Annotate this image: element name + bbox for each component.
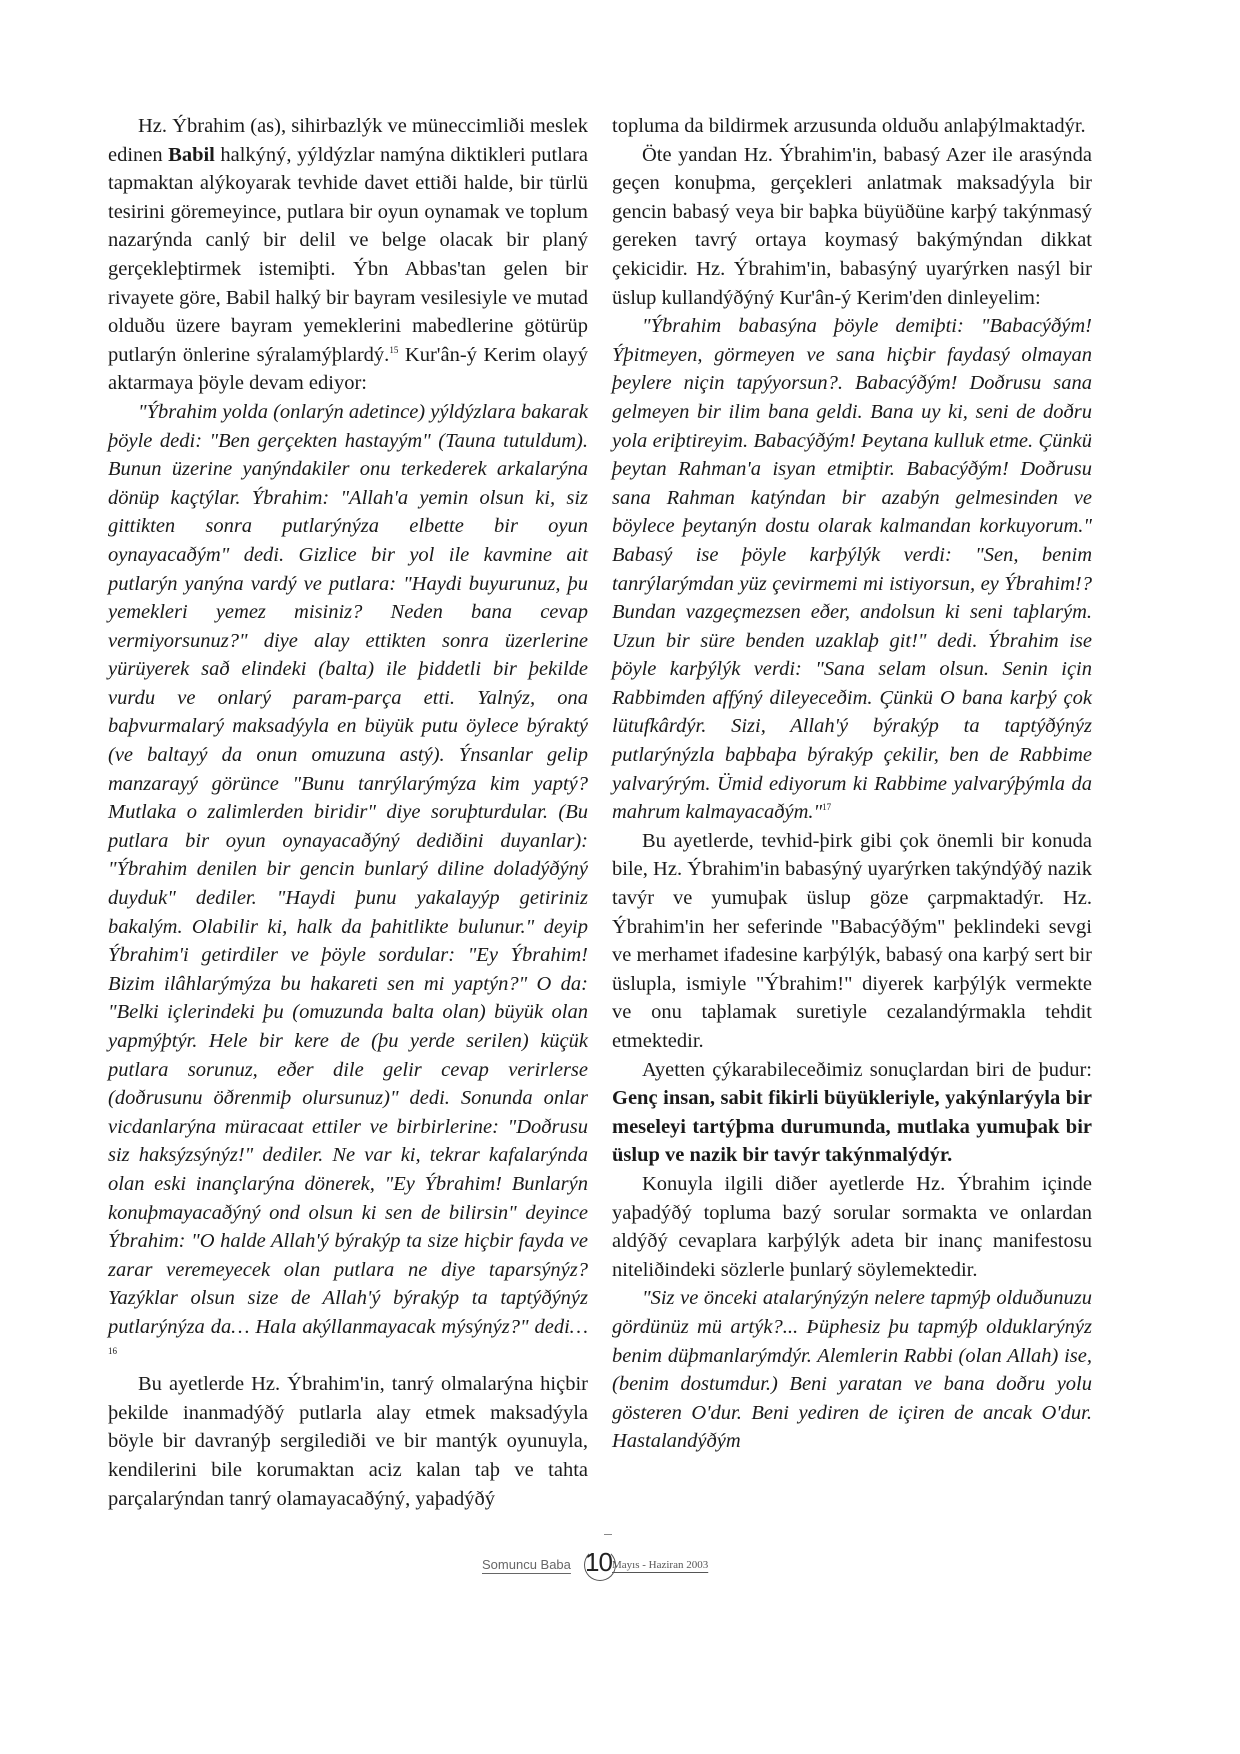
quote-text: "Ýbrahim yolda (onlarýn adetince) yýldýzlara bakarak þöyle dedi: "Ben gerçekten hastayým" (Tauna tutuldum). Bunun üzerine yanýndakiler onu terkederek arkalarýna dönüp kaçtýlar. Ýbrahim: "Allah'a yemin olsun ki, siz gittikten sonra putlarýnýza elbette bir oyun oynayacaðým" dedi. Gizlice bir yol ile kavmine ait putlarýn yanýna vardý ve putlara: "Haydi buyurunuz, þu yemekleri yemez misiniz? Neden bana cevap vermiyorsunuz?" diye alay ettikten sonra üzerlerine yürüyerek sað elindeki (balta) ile þiddetli bir þekilde vurdu ve onlarý param-parça etti. Yalnýz, ona baþvurmalarý maksadýyla en büyük putu öylece býraktý (ve baltayý da onun omuzuna astý). Ýnsanlar gelip manzarayý görünce "Bunu tanrýlarýmýza kim yaptý? Mutlaka o zalimlerden biridir" diye soruþturdular. (Bu putlara bir oyun oynayacaðýný dediðini duyanlar): "Ýbrahim denilen bir gencin bunlarý diline doladýðýný duyduk" dediler. "Haydi þunu yakalayýp getiriniz bakalým. Olabilir ki, halk da þahitlikte bulunur." deyip Ýbrahim'i getirdiler ve þöyle sordular: "Ey Ýbrahim! Bizim ilâhlarýmýza bu hakareti sen mi yaptýn?" O da: "Belki içlerindeki þu (omuzunda balta olan) büyük olan yapmýþtýr. Hele bir kere de (þu yerde serilen) küçük putlara sorunuz, eðer dile gelir cevap verirlerse (doðrusunu öðrenmiþ olursunuz)" dedi. Sonunda onlar vicdanlarýna müracaat ettiler ve birbirlerine: "Doðrusu siz haksýzsýnýz!" dediler. Ne var ki, tekrar kafalarýnda olan eski inançlarýna dönerek, "Ey Ýbrahim! Bunlarýn konuþmayacaðýný ond olsun ki sen de bilirsin" deyince Ýbrahim: "O halde Allah'ý býrakýp ta size hiçbir fayda ve zarar veremeyecek olan putlara ne diye taparsýnýz? Yazýklar olsun size de Allah'ý býrakýp ta taptýðýnýz putlarýnýza da… Hala akýllanmayacak mýsýnýz?" dedi… xyxy=(108,400,588,1338)
footnote-ref: 17 xyxy=(822,802,832,813)
issue-date: Mayıs - Haziran 2003 xyxy=(612,1559,709,1571)
page-footer xyxy=(0,1547,1240,1583)
page-number: 10 xyxy=(585,1547,612,1577)
text: Ayetten çýkarabileceðimiz sonuçlardan biri de þudur: xyxy=(642,1058,1092,1081)
quote-block: "Siz ve önceki atalarýnýzýn nelere tapmýþ olduðunuzu gördünüz mü artýk?... Þüphesiz þu tapmýþ olduklarýnýz benim düþmanlarýmdýr. Alemlerin Rabbi (olan Allah) ise, (benim dostumdur.) Beni yaratan ve bana doðru yolu gösteren O'dur. Beni yediren de içiren de ancak O'dur. Hastalandýðým xyxy=(612,1287,1092,1453)
quote-block xyxy=(612,312,1092,827)
footnote-ref: 16 xyxy=(108,1345,117,1356)
paragraph: Öte yandan Hz. Ýbrahim'in, babasý Azer ile arasýnda geçen konuþma, gerçekleri anlatmak maksadýyla bir gencin babasý veya bir baþka büyüðüne karþý takýnmasý gereken tavrý ortaya koymasý bakýmýndan dikkat çekicidir. Hz. Ýbrahim'in, babasýný uyarýrken nasýl bir üslup kullandýðýný Kur'ân-ý Kerim'den dinleyelim: xyxy=(612,143,1092,309)
text: Hz. Ýbrahim (as), sihirbazlýk ve müneccimliði meslek edinen xyxy=(108,115,588,166)
text: halkýný, yýldýzlar namýna diktikleri putlara tapmaktan alýkoyarak tevhide davet ettiði halde, bir türlü tesirini göremeyince, putlara bir oyun oynamak ve toplum nazarýnda canlý bir delil ve belge olacak bir planý gerçekleþtirmek istemiþti. Ýbn Abbas'tan gelen bir rivayete göre, Babil halký bir bayram vesilesiyle ve mutad olduðu üzere bayram yemeklerini mabedlerine götürüp putlarýn önlerine sýralamýþlardý. xyxy=(108,143,588,366)
bold-text: Genç insan, sabit fikirli büyükleriyle, yakýnlarýyla bir meseleyi tartýþma durumunda, mutlaka yumuþak bir üslup ve nazik bir tavýr takýnmalýdýr. xyxy=(612,1087,1092,1167)
text: Kur'ân-ý Kerim olayý aktarmaya þöyle devam ediyor: xyxy=(108,343,589,395)
paragraph: Konuyla ilgili diðer ayetlerde Hz. Ýbrahim içinde yaþadýðý topluma bazý sorular sormakta ve onlardan aldýðý cevaplara karþýlýk adeta bir inanç manifestosu niteliðindeki sözlerle þunlarý söylemektedir. xyxy=(612,1172,1092,1281)
paragraph xyxy=(108,112,588,398)
bold-text: Babil xyxy=(168,143,215,166)
magazine-name: Somuncu Baba xyxy=(482,1557,571,1572)
paragraph xyxy=(612,1056,1092,1170)
paragraph: Bu ayetlerde, tevhid-þirk gibi çok önemli bir konuda bile, Hz. Ýbrahim'in babasýný uyarýrken takýndýðý nazik tavýr ve yumuþak üslup göze çarpmaktadýr. Hz. Ýbrahim'in her seferinde "Babacýðým" þeklindeki sevgi ve merhamet ifadesine karþýlýk, babasý ona karþý sert bir üslupla, ismiyle "Ýbrahim!" diyerek karþýlýk vermekte ve onu taþlamak suretiyle cezalandýrmakla tehdit etmektedir. xyxy=(612,829,1092,1052)
right-column xyxy=(612,112,1092,1456)
divider xyxy=(604,1534,612,1535)
paragraph-continued: topluma da bildirmek arzusunda olduðu anlaþýlmaktadýr. xyxy=(612,115,1086,137)
footnote-ref: 15 xyxy=(389,344,399,355)
quote-text: "Ýbrahim babasýna þöyle demiþti: "Babacýðým! Ýþitmeyen, görmeyen ve sana hiçbir faydasý olmayan þeylere niçin tapýyorsun?. Babacýðým! Doðrusu sana gelmeyen bir ilim bana geldi. Bana uy ki, seni de doðru yola eriþtireyim. Babacýðým! Þeytana kulluk etme. Çünkü þeytan Rahman'a isyan etmiþtir. Babacýðým! Doðrusu sana Rahman katýndan bir azabýn gelmesinden ve böylece þeytanýn dostu olarak kalmandan korkuyorum." Babasý ise þöyle karþýlýk verdi: "Sen, benim tanrýlarýmdan yüz çevirmemi mi istiyorsun, ey Ýbrahim!? Bundan vazgeçmezsen eðer, andolsun ki seni taþlarým. Uzun bir süre benden uzaklaþ git!" dedi. Ýbrahim ise þöyle karþýlýk verdi: "Sana selam olsun. Senin için Rabbimden affýný dileyeceðim. Çünkü O bana karþý çok lütufkârdýr. Sizi, Allah'ý býrakýp ta taptýðýnýz putlarýnýzla baþbaþa býrakýp çekilir, ben de Rabbime yalvarýrým. Ümid ediyorum ki Rabbime yalvarýþýmla da mahrum kalmayacaðým." xyxy=(612,315,1092,824)
paragraph: Bu ayetlerde Hz. Ýbrahim'in, tanrý olmalarýna hiçbir þekilde inanmadýðý putlarla alay etmek maksadýyla böyle bir davranýþ sergilediði ve bir mantýk oyunuyla, kendilerini bile korumaktan aciz kalan taþ ve tahta parçalarýndan tanrý olamayacaðýný, yaþadýðý xyxy=(108,1373,588,1510)
quote-block xyxy=(108,398,588,1370)
left-column xyxy=(108,112,588,1513)
